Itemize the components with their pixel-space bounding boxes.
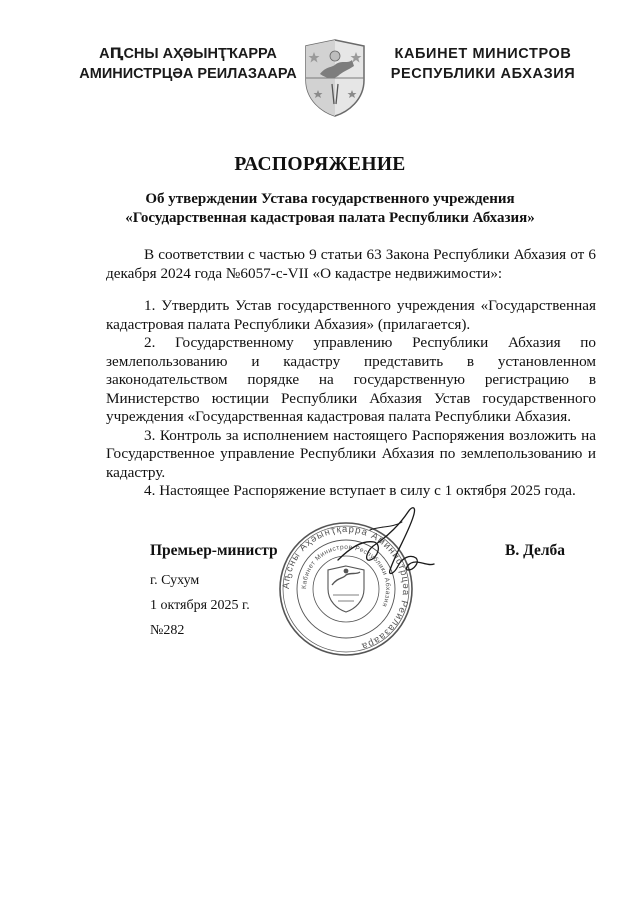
- header-right-line-2: РЕСПУБЛИКИ АБХАЗИЯ: [390, 66, 576, 82]
- order-item-1: 1. Утвердить Устав государственного учреждения «Государственная кадастровая палата Республики Абхазия» (прилагается).: [106, 297, 596, 333]
- subtitle-line-2: «Государственная кадастровая палата Республики Абхазия»: [125, 210, 535, 226]
- header-left-title: [78, 44, 298, 84]
- subtitle-line-1: Об утверждении Устава государственного учреждения: [145, 191, 515, 207]
- order-item-3: 3. Контроль за исполнением настоящего Распоряжения возложить на Государственное управление Республики Абхазия по землепользованию и кадастру.: [106, 426, 596, 481]
- seal-outer-text: Аҧсны Аҳәынҭқарра Аминистрцәа Реилазаара: [280, 523, 412, 652]
- header-right-title: [374, 44, 592, 84]
- order-items: [106, 297, 596, 501]
- signatory-position: Премьер-министр: [150, 542, 278, 559]
- intro-paragraph: [106, 246, 596, 283]
- document-city: г. Сухум: [150, 573, 200, 588]
- document-date: 1 октября 2025 г.: [150, 598, 250, 613]
- signatory-name: В. Делба: [505, 542, 566, 559]
- handwritten-signature-icon: [330, 500, 440, 580]
- document-number: №282: [150, 623, 185, 638]
- document-subtitle: [100, 190, 560, 228]
- header-right-line-1: КАБИНЕТ МИНИСТРОВ: [394, 46, 572, 62]
- intro-text: В соответствии с частью 9 статьи 63 Закона Республики Абхазия от 6 декабря 2024 года №6057-с-VII «О кадастре недвижимости»:: [106, 246, 596, 282]
- order-item-2: 2. Государственному управлению Республики Абхазия по землепользованию и кадастру представить в установленном законодательством порядке на государственную регистрацию в Министерство юстиции Республики Абхазия Устав государственного учреждения «Государственная кадастровая палата Республики Абхазия.: [106, 334, 596, 425]
- header-left-line-2: АМИНИСТРЦӘА РЕИЛАЗААРА: [79, 66, 297, 82]
- abkhazia-coat-of-arms-icon: [302, 38, 368, 118]
- document-title: РАСПОРЯЖЕНИЕ: [234, 154, 406, 175]
- header-left-line-1: АԤСНЫ АҲӘЫНҬҠАРРА: [99, 46, 277, 62]
- seal-inner-text: Кабинет Министров Республики Абхазия: [300, 543, 392, 609]
- order-item-4: 4. Настоящее Распоряжение вступает в силу с 1 октября 2025 года.: [144, 482, 576, 499]
